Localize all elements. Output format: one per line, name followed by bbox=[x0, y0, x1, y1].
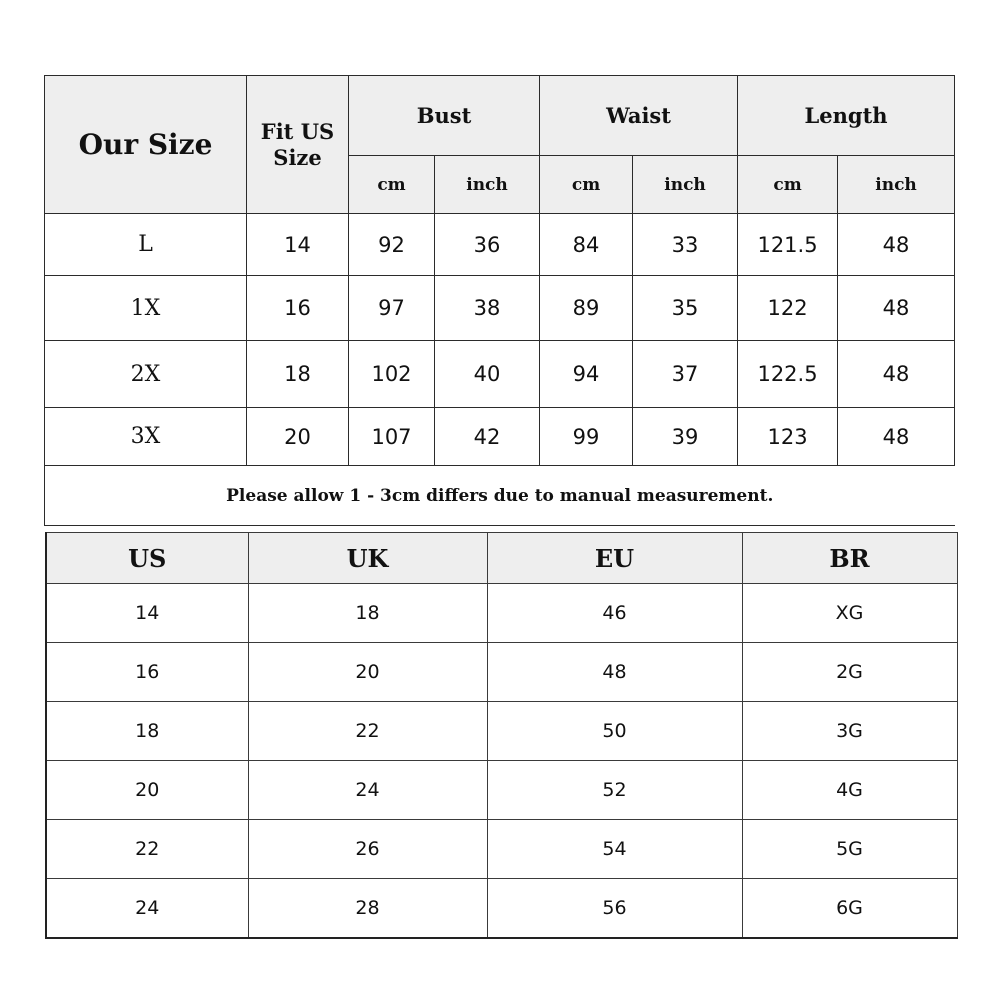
table-row bbox=[45, 276, 955, 341]
cell-our-size: 2X bbox=[45, 341, 247, 408]
header-us: US bbox=[46, 533, 248, 584]
cell-waist-cm: 99 bbox=[540, 408, 633, 466]
measurement-note: Please allow 1 - 3cm differs due to manual measurement. bbox=[45, 466, 955, 526]
cell-uk: 20 bbox=[248, 643, 487, 702]
cell-length-cm: 122 bbox=[738, 276, 838, 341]
cell-br: 2G bbox=[742, 643, 957, 702]
table-row bbox=[46, 584, 957, 643]
header-fit-us-size-line1: Fit US bbox=[260, 118, 335, 144]
cell-waist-inch: 35 bbox=[633, 276, 738, 341]
cell-waist-cm: 84 bbox=[540, 214, 633, 276]
cell-waist-cm: 89 bbox=[540, 276, 633, 341]
header-waist: Waist bbox=[540, 76, 738, 156]
cell-eu: 52 bbox=[487, 761, 742, 820]
table-row bbox=[45, 408, 955, 466]
cell-bust-cm: 97 bbox=[349, 276, 435, 341]
cell-br: 3G bbox=[742, 702, 957, 761]
table-row bbox=[45, 341, 955, 408]
table-row bbox=[46, 879, 957, 939]
table-row bbox=[46, 820, 957, 879]
cell-length-inch: 48 bbox=[838, 214, 955, 276]
table-row bbox=[46, 643, 957, 702]
cell-length-inch: 48 bbox=[838, 341, 955, 408]
cell-waist-inch: 37 bbox=[633, 341, 738, 408]
cell-br: XG bbox=[742, 584, 957, 643]
cell-uk: 18 bbox=[248, 584, 487, 643]
cell-bust-inch: 38 bbox=[435, 276, 540, 341]
header-fit-us-size-line2: Size bbox=[273, 144, 322, 170]
cell-bust-cm: 107 bbox=[349, 408, 435, 466]
header-fit-us-size bbox=[247, 76, 349, 214]
table-row bbox=[46, 702, 957, 761]
unit-waist-cm: cm bbox=[540, 156, 633, 214]
cell-uk: 22 bbox=[248, 702, 487, 761]
header-length: Length bbox=[738, 76, 955, 156]
cell-bust-cm: 92 bbox=[349, 214, 435, 276]
cell-waist-inch: 39 bbox=[633, 408, 738, 466]
cell-uk: 24 bbox=[248, 761, 487, 820]
unit-bust-inch: inch bbox=[435, 156, 540, 214]
table-row bbox=[46, 761, 957, 820]
header-uk: UK bbox=[248, 533, 487, 584]
cell-eu: 50 bbox=[487, 702, 742, 761]
cell-eu: 54 bbox=[487, 820, 742, 879]
cell-length-inch: 48 bbox=[838, 276, 955, 341]
header-our-size: Our Size bbox=[45, 76, 247, 214]
unit-waist-inch: inch bbox=[633, 156, 738, 214]
header-bust: Bust bbox=[349, 76, 540, 156]
cell-length-cm: 123 bbox=[738, 408, 838, 466]
cell-uk: 26 bbox=[248, 820, 487, 879]
header-eu: EU bbox=[487, 533, 742, 584]
cell-fit-us: 20 bbox=[247, 408, 349, 466]
cell-eu: 48 bbox=[487, 643, 742, 702]
cell-length-cm: 121.5 bbox=[738, 214, 838, 276]
unit-bust-cm: cm bbox=[349, 156, 435, 214]
unit-length-inch: inch bbox=[838, 156, 955, 214]
header-br: BR bbox=[742, 533, 957, 584]
cell-br: 5G bbox=[742, 820, 957, 879]
cell-our-size: 1X bbox=[45, 276, 247, 341]
cell-waist-inch: 33 bbox=[633, 214, 738, 276]
cell-fit-us: 16 bbox=[247, 276, 349, 341]
cell-us: 14 bbox=[46, 584, 248, 643]
cell-uk: 28 bbox=[248, 879, 487, 939]
cell-length-inch: 48 bbox=[838, 408, 955, 466]
cell-waist-cm: 94 bbox=[540, 341, 633, 408]
cell-bust-inch: 40 bbox=[435, 341, 540, 408]
cell-bust-inch: 36 bbox=[435, 214, 540, 276]
cell-eu: 56 bbox=[487, 879, 742, 939]
cell-us: 16 bbox=[46, 643, 248, 702]
cell-length-cm: 122.5 bbox=[738, 341, 838, 408]
table-row bbox=[45, 214, 955, 276]
cell-our-size: 3X bbox=[45, 408, 247, 466]
cell-bust-cm: 102 bbox=[349, 341, 435, 408]
size-measurement-table bbox=[44, 75, 955, 526]
cell-br: 4G bbox=[742, 761, 957, 820]
cell-us: 18 bbox=[46, 702, 248, 761]
cell-br: 6G bbox=[742, 879, 957, 939]
cell-us: 22 bbox=[46, 820, 248, 879]
cell-eu: 46 bbox=[487, 584, 742, 643]
unit-length-cm: cm bbox=[738, 156, 838, 214]
cell-bust-inch: 42 bbox=[435, 408, 540, 466]
cell-our-size: L bbox=[45, 214, 247, 276]
cell-us: 20 bbox=[46, 761, 248, 820]
cell-us: 24 bbox=[46, 879, 248, 939]
size-conversion-table bbox=[45, 532, 958, 939]
cell-fit-us: 18 bbox=[247, 341, 349, 408]
cell-fit-us: 14 bbox=[247, 214, 349, 276]
